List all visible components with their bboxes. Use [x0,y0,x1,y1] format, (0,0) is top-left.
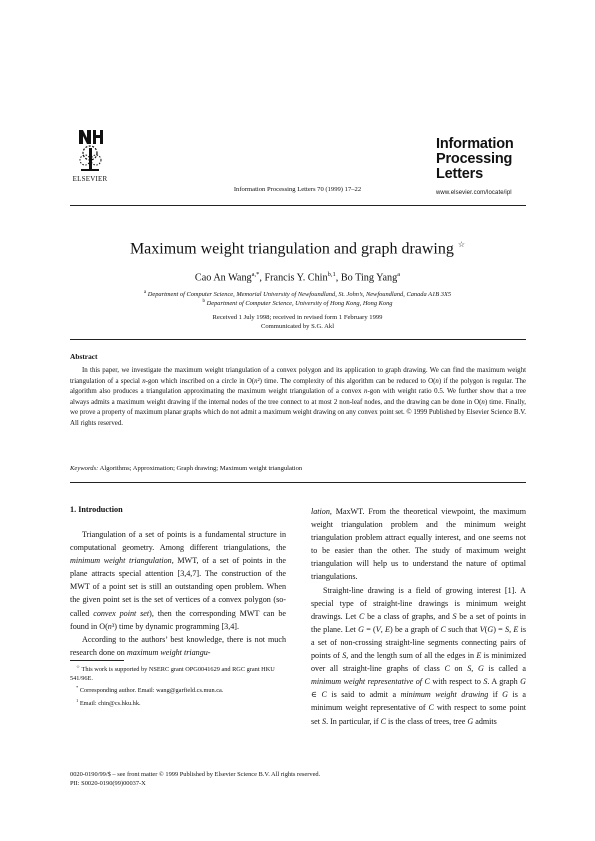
affiliation-b [0,299,595,307]
author-name: Francis Y. Chin [264,272,328,284]
journal-citation: Information Processing Letters 70 (1999) 17–22 [233,186,362,193]
paragraph: According to the authors’ best knowledge, there is not much research done on maximum weight triangu- [70,634,286,657]
abstract-divider [70,339,526,340]
footnotes [70,663,286,710]
footnote: * Corresponding author. Email: wang@garfield.cs.mun.ca. [76,685,224,695]
author-sup: a,* [251,271,260,278]
copyright-line: 0020-0190/99/$ – see front matter © 1999 Published by Elsevier Science B.V. All rights reserved. [70,771,321,778]
header-divider [70,205,526,206]
pii-line: PII: S0020-0190(99)00037-X [70,779,146,787]
paragraph: lation, MaxWT. From the theoretical viewpoint, the maximum weight triangulation problem and the minimum weight triangulation problem attract equally interest, and one seems not to be easier than the other. The study of maximum weight triangulation will help us to understand the nature of optimal triangulations. [311,507,526,582]
communicated-by: Communicated by S.G. Akl [260,323,335,330]
author-list: Cao An Wang$^{a,*}$, Francis Y. Chin$^{b,1}$, Bo Ting Yang$^a$ [194,271,401,284]
author-name: Cao An Wang [194,272,252,284]
abstract-body: In this paper, we investigate the maximum weight triangulation of a convex polygon and its application to graph drawing. We can find the maximum weight triangulation of a special n-gon which inscribed on a circle in O(n²) time. The complexity of this algorithm can be reduced to O(n) if the polygon is regular. The algorithm also produces a triangulation approximating the maximum weight triangulation of a convex n-gon with weight ratio 0.5. We further show that a tree always admits a maximum weight drawing if the internal nodes of the tree connect to at most 2 non-leaf nodes, and the drawing can be done in O(n) time. Finally, we prove a property of maximum planar graphs which do not admit a maximum weight drawing on any convex point set. © 1999 Published by Elsevier Science B.V. All rights reserved. [70,367,527,427]
right-column [311,505,526,728]
footnote: ☆ This work is supported by NSERC grant OPG0041629 and RGC grant HKU 541/96E. [70,664,275,682]
front-matter [70,771,320,788]
journal-brand [436,137,536,196]
paragraph: Triangulation of a set of points is a fundamental structure in computational geometry. Among different triangulations, the minimum weight triangulation, MWT, of a set of points in the plane attracts special attention [3,4,7]. The construction of the MWT of a point set is still an outstanding open problem. When the given point set is the set of vertices of a convex polygon (so-called convex point set), then the corresponding MWT can be found in O(n³) time by dynamic programming [3,4]. [70,530,287,631]
affiliation-sup: a [143,290,147,295]
affiliation-a [0,290,595,298]
affiliation-text: Department of Computer Science, Memorial University of Newfoundland, St. John’s, Newfoundland, Canada A1B 3X5 [147,291,452,299]
keywords-line [70,465,302,472]
keywords-label: Keywords: [70,465,99,472]
footnote-divider [70,660,124,661]
keywords-divider [70,482,526,483]
paper-title [0,240,595,258]
elsevier-tree-icon [73,122,107,174]
author-name: Bo Ting Yang [340,272,398,284]
affiliation-sup: b [202,299,206,304]
title-footnote-marker: ☆ [457,240,466,249]
received-dates: Received 1 July 1998; received in revised form 1 February 1999 [212,314,383,321]
author-sup: a [397,271,401,278]
keywords-text: Algorithms; Approximation; Graph drawing; Maximum weight triangulation [99,465,303,472]
paper-title-text: Maximum weight triangulation and graph drawing [129,240,454,258]
footnote: $^1$ Email: chin@cs.hku.hk. [76,697,141,708]
affiliation-text: Department of Computer Science, University of Hong Kong, Hong Kong [206,300,393,308]
left-column [70,528,286,659]
journal-url[interactable]: www.elsevier.com/locate/ipl [436,190,512,196]
elsevier-logo [70,122,110,192]
publisher-name: ELSEVIER [72,175,108,183]
abstract-heading: Abstract [70,352,98,361]
brand-line-3: Letters [436,166,483,182]
section-heading: 1. Introduction [70,505,123,514]
paragraph: Straight-line drawing is a field of growing interest [1]. A special type of straight-line drawings is minimum weight drawings. Let C be a class of graphs, and S be a set of points in the plane. Let G = (V, E) be a graph of C such that V(G) = S, E is a set of non-crossing straight-line segments connecting pairs of points of S, and the length sum of all the edges in E is minimized over all straight-line graphs of class C on S, G is called a minimum weight representative of C with respect to S. A graph G ∈ C is said to admit a minimum weight drawing if G is a minimum weight representative of C with respect to some point set S. In particular, if C is the class of trees, tree G admits [311,585,527,726]
brand-line-1: Information [436,136,514,152]
brand-line-2: Processing [436,151,513,167]
author-sup: b,1 [327,271,336,278]
